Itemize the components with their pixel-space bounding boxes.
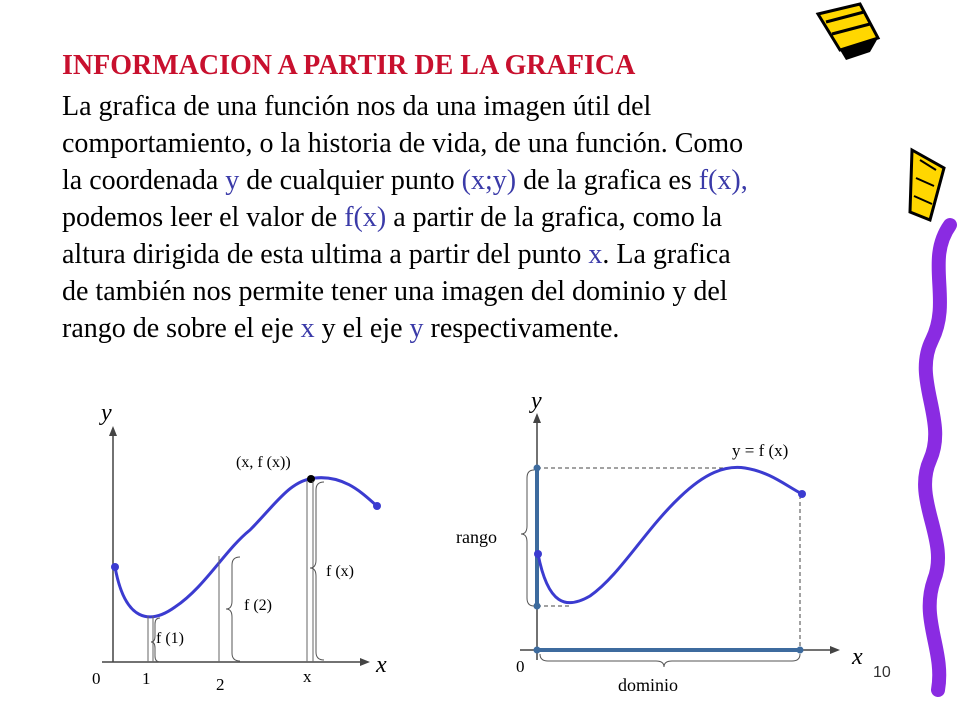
text-run: . La grafica (602, 239, 731, 270)
f2-label: f (2) (244, 597, 272, 614)
highlight-fx: f(x) (344, 202, 387, 233)
domain-start-point (534, 647, 541, 654)
right-y-arrow-icon (533, 413, 541, 423)
tick-1-label: 1 (142, 669, 151, 688)
right-curve-end-point (798, 490, 806, 498)
rango-brace (521, 470, 534, 606)
f1-label: f (1) (156, 630, 184, 647)
right-curve-start-point (534, 550, 542, 558)
slide-title: INFORMACION A PARTIR DE LA GRAFICA (62, 50, 636, 81)
text-run: y el eje (314, 313, 410, 344)
tick-2-label: 2 (216, 675, 225, 694)
highlight-y: y (225, 165, 240, 196)
range-min-point (534, 603, 541, 610)
right-function-curve (538, 467, 802, 602)
left-origin-label: 0 (92, 669, 101, 688)
highlight-xy: (x;y) (461, 165, 517, 196)
right-y-label: y (531, 388, 542, 414)
dominio-brace (540, 654, 800, 667)
right-x-label: x (852, 644, 863, 670)
highlight-x: x (588, 239, 603, 270)
left-y-label: y (101, 400, 112, 426)
text-run: la coordenada (62, 165, 226, 196)
paragraph-line: comportamiento, o la historia de vida, de una función. Como (62, 128, 744, 159)
text-run: podemos leer el valor de (62, 202, 345, 233)
highlight-fx: f(x), (698, 165, 748, 196)
dominio-label: dominio (618, 675, 679, 695)
page-number: 10 (873, 664, 891, 681)
tick-x-label: x (303, 667, 312, 686)
highlight-x: x (300, 313, 315, 344)
paragraph-line: La grafica de una función nos da una imagen útil del (62, 91, 652, 122)
text-run: a partir de la grafica, como la (386, 202, 723, 233)
rango-label: rango (456, 527, 497, 547)
paragraph-line: de también nos permite tener una imagen del dominio y del (62, 276, 728, 307)
curve-label: y = f (x) (732, 441, 789, 460)
domain-end-point (797, 647, 804, 654)
point-label: (x, f (x)) (236, 454, 291, 471)
fx-label: f (x) (326, 563, 354, 580)
range-max-point (534, 465, 541, 472)
right-x-arrow-icon (830, 646, 840, 654)
text-run: rango de sobre el eje (62, 313, 301, 344)
highlight-y: y (409, 313, 424, 344)
right-origin-label: 0 (516, 657, 525, 676)
left-x-label: x (376, 652, 387, 678)
text-run: altura dirigida de esta ultima a partir del punto (62, 239, 589, 270)
text-run: de la grafica es (516, 165, 699, 196)
text-run: respectivamente. (423, 313, 620, 344)
text-run: de cualquier punto (239, 165, 462, 196)
